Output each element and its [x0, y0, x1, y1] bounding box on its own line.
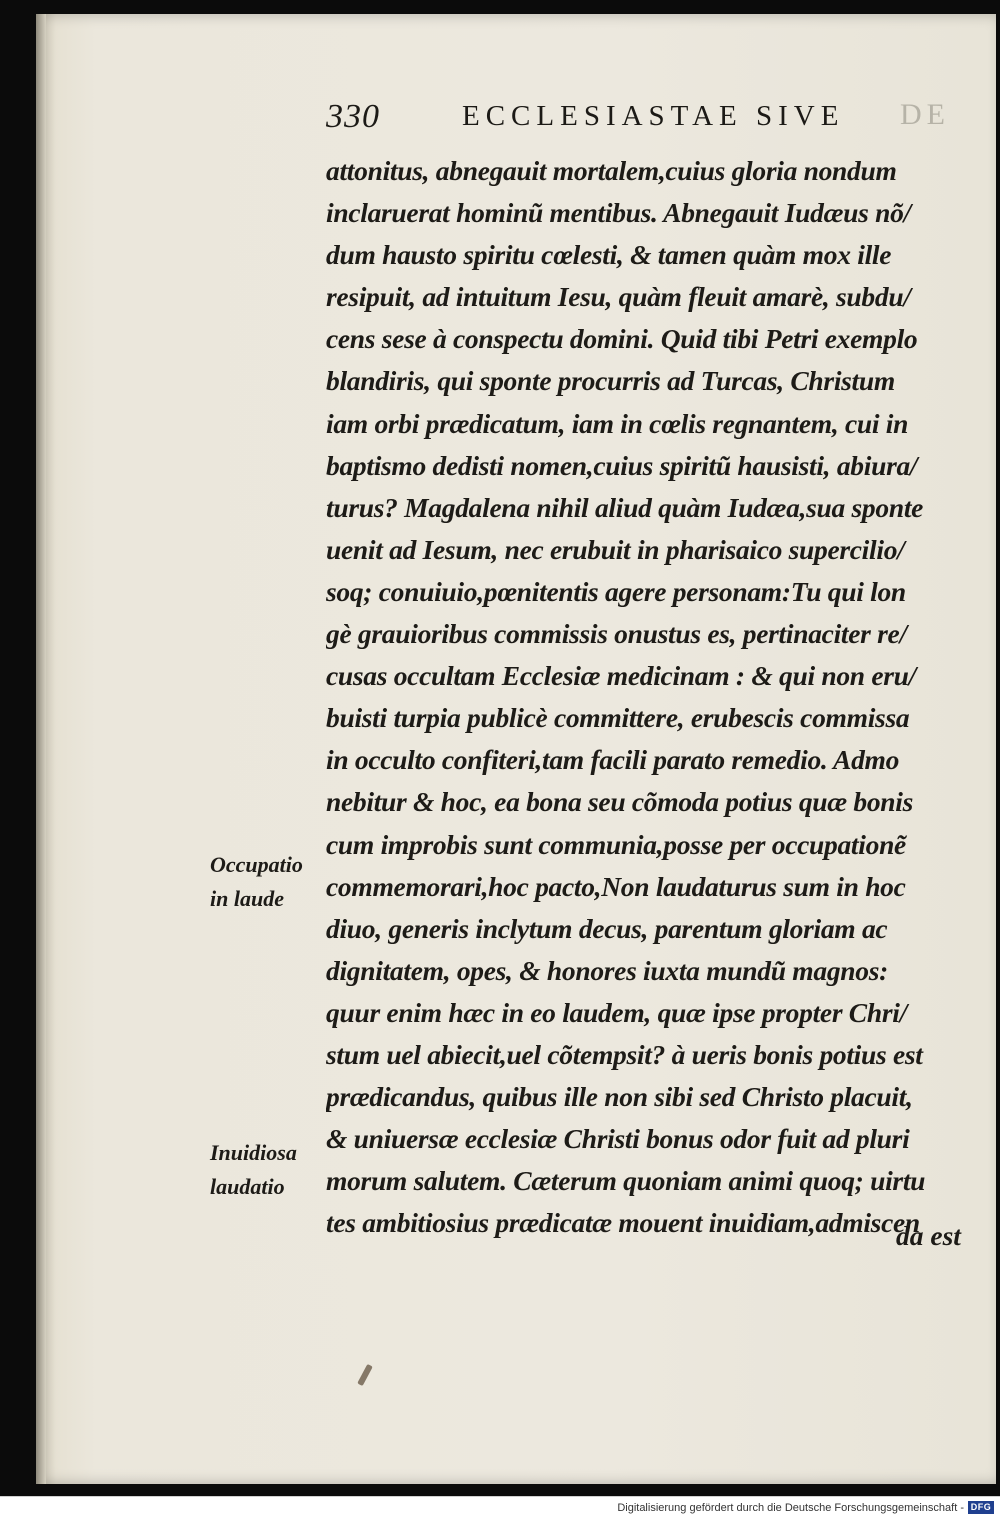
text-line: soq; conuiuio,pœnitentis agere personam:Tu qui lon — [326, 575, 906, 607]
text-line: dum hausto spiritu cœlesti, & tamen quàm mox ille — [326, 239, 892, 271]
text-line: nebitur & hoc, ea bona seu cõmoda potius quæ bonis — [326, 786, 914, 818]
text-line: gè grauioribus commissis onustus es, pertinaciter re/ — [326, 618, 907, 650]
dfg-logo-icon: DFG — [968, 1501, 994, 1514]
text-line: turus? Magdalena nihil aliud quàm Iudæa,sua sponte — [326, 491, 924, 523]
marginal-note-line: in laude — [210, 886, 284, 911]
catchword: da est — [896, 1220, 961, 1251]
text-line: & uniuersæ ecclesiæ Christi bonus odor fuit ad pluri — [326, 1123, 910, 1155]
text-line: stum uel abiecit,uel cõtempsit? à ueris bonis potius est — [326, 1038, 923, 1070]
marginal-note-line: laudatio — [210, 1174, 285, 1199]
text-line: baptismo dedisti nomen,cuius spiritũ hausisti, abiura/ — [326, 449, 918, 481]
text-line: blandiris, qui sponte procurris ad Turcas, Christum — [326, 365, 895, 397]
footer-credit: Digitalisierung gefördert durch die Deutsche Forschungsgemeinschaft - — [617, 1502, 964, 1514]
page-number: 330 — [326, 98, 380, 135]
page-header — [326, 98, 946, 142]
text-line: tes ambitiosius prædicatæ mouent inuidiam,admiscen — [326, 1207, 920, 1239]
marginal-note-line: Occupatio — [210, 852, 303, 877]
bleed-through-text: DE — [900, 98, 950, 131]
text-line: buisti turpia publicè committere, erubescis commissa — [326, 702, 910, 734]
text-line: diuo, generis inclytum decus, parentum gloriam ac — [326, 912, 888, 944]
footer-bar — [0, 1496, 1000, 1519]
text-line: iam orbi prædicatum, iam in cœlis regnantem, cui in — [326, 407, 909, 439]
text-line: inclaruerat hominũ mentibus. Abnegauit Iudæus nõ/ — [326, 197, 911, 229]
text-line: cum improbis sunt communia,posse per occupationẽ — [326, 828, 906, 860]
text-line: dignitatem, opes, & honores iuxta mundũ magnos: — [326, 954, 888, 986]
text-line: cusas occultam Ecclesiæ medicinam : & qui non eru/ — [326, 660, 917, 692]
text-line: uenit ad Iesum, nec erubuit in pharisaico supercilio/ — [326, 533, 905, 565]
marginal-note-line: Inuidiosa — [210, 1140, 297, 1165]
body-text — [326, 150, 966, 1244]
text-line: morum salutem. Cæterum quoniam animi quoq; uirtu — [326, 1165, 926, 1197]
text-line: commemorari,hoc pacto,Non laudaturus sum in hoc — [326, 870, 906, 902]
text-line: attonitus, abnegauit mortalem,cuius gloria nondum — [326, 155, 897, 186]
marginal-note-inuidiosa — [210, 1136, 322, 1204]
text-line: in occulto confiteri,tam facili parato remedio. Admo — [326, 744, 900, 776]
running-head: ECCLESIASTAE SIVE — [462, 100, 845, 132]
text-line: cens sese à conspectu domini. Quid tibi Petri exemplo — [326, 323, 918, 355]
text-line: prædicandus, quibus ille non sibi sed Christo placuit, — [326, 1081, 913, 1113]
text-line: quur enim hæc in eo laudem, quæ ipse propter Chri/ — [326, 996, 907, 1028]
marginal-note-occupatio — [210, 848, 322, 916]
text-line: resipuit, ad intuitum Iesu, quàm fleuit amarè, subdu/ — [326, 281, 911, 313]
page-gutter-edge — [36, 14, 46, 1484]
